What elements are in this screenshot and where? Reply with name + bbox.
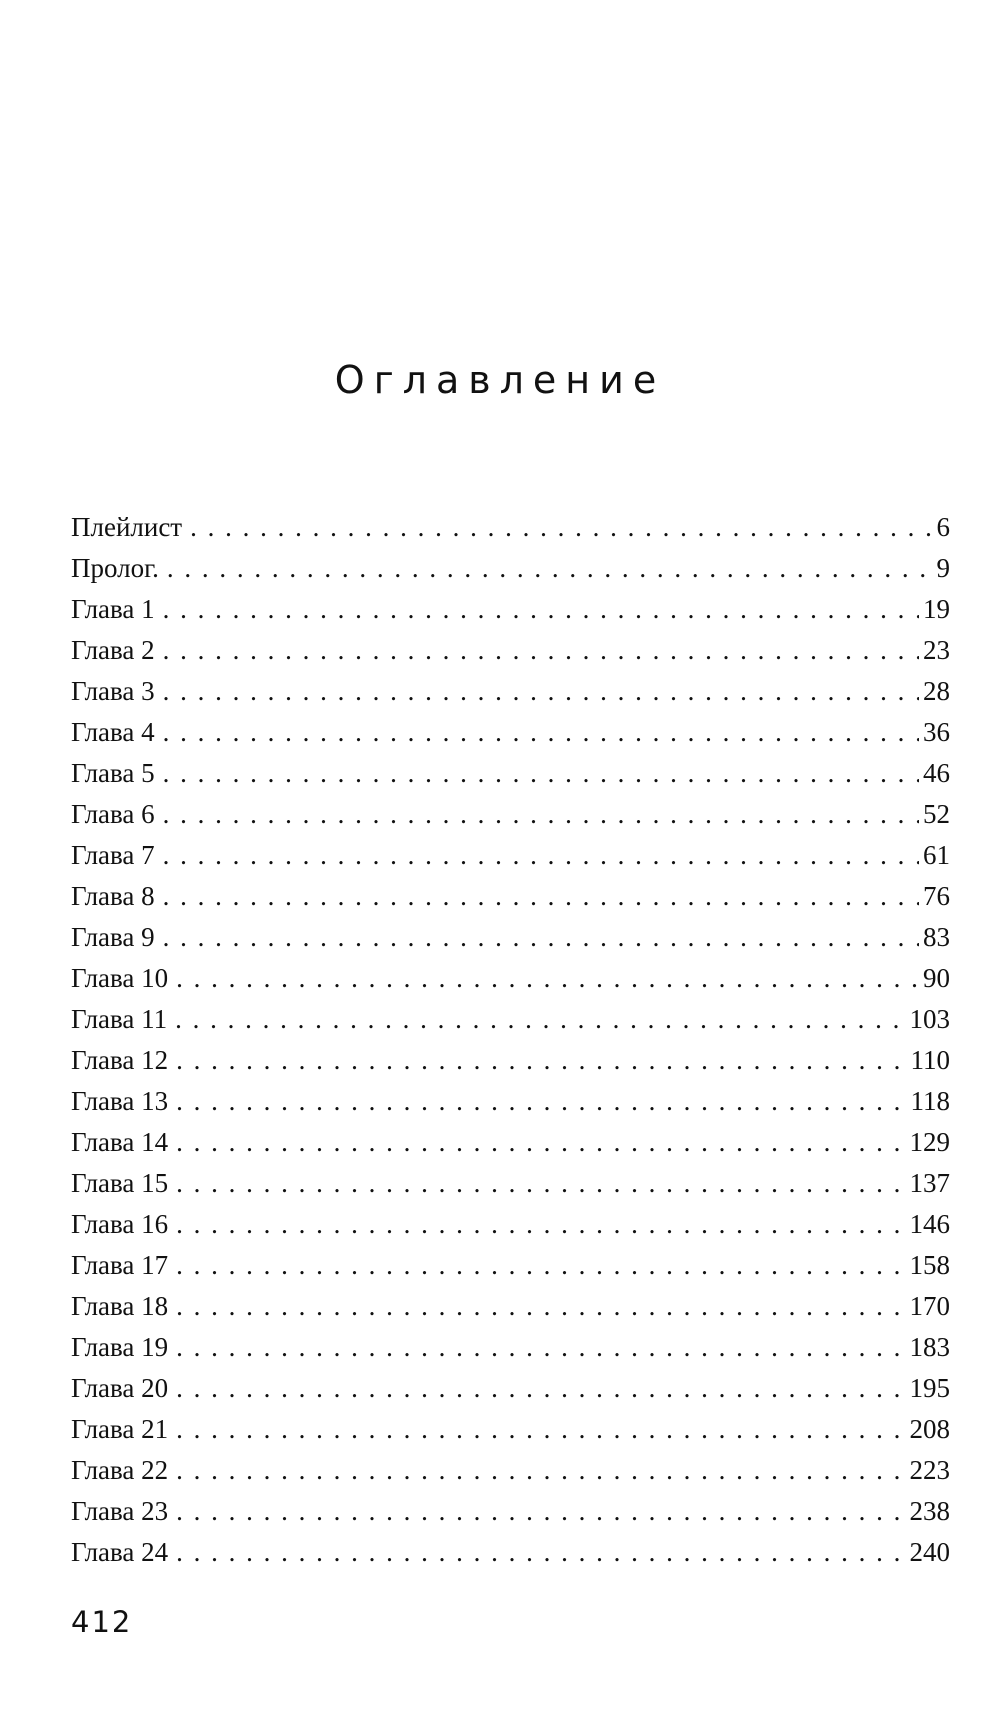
toc-entry-label: Глава 22 bbox=[71, 1455, 169, 1485]
toc-entry bbox=[71, 963, 950, 1004]
dot-leader bbox=[176, 1168, 905, 1199]
dot-leader bbox=[163, 676, 919, 707]
dot-leader bbox=[176, 1250, 905, 1281]
dot-leader bbox=[167, 553, 933, 584]
dot-leader bbox=[163, 881, 919, 912]
toc-entry-label: Глава 5 bbox=[71, 758, 155, 788]
toc-entry-page: 240 bbox=[909, 1537, 950, 1567]
toc-entry-page: 28 bbox=[923, 676, 950, 706]
dot-leader bbox=[163, 758, 919, 789]
toc-entry-label: Глава 24 bbox=[71, 1537, 169, 1567]
dot-leader bbox=[176, 1045, 906, 1076]
toc-entry bbox=[71, 840, 950, 881]
toc-entry-page: 83 bbox=[923, 922, 950, 952]
dot-leader bbox=[163, 840, 919, 871]
dot-leader bbox=[175, 1004, 905, 1035]
toc-entry-label: Глава 3 bbox=[71, 676, 155, 706]
dot-leader bbox=[176, 1127, 905, 1158]
toc-entry bbox=[71, 1332, 950, 1373]
toc-entry-label: Глава 21 bbox=[71, 1414, 169, 1444]
toc-entry bbox=[71, 1496, 950, 1537]
toc-entry bbox=[71, 676, 950, 717]
toc-entry-label: Глава 18 bbox=[71, 1291, 169, 1321]
dot-leader bbox=[176, 1086, 906, 1117]
toc-entry-label: Глава 9 bbox=[71, 922, 155, 952]
toc-entry-page: 76 bbox=[923, 881, 950, 911]
toc-entry-page: 223 bbox=[909, 1455, 950, 1485]
toc-entry-label: Глава 2 bbox=[71, 635, 155, 665]
toc-entry-page: 6 bbox=[936, 512, 950, 542]
toc-entry-page: 183 bbox=[909, 1332, 950, 1362]
dot-leader bbox=[190, 512, 932, 543]
toc-entry-page: 23 bbox=[923, 635, 950, 665]
dot-leader bbox=[176, 963, 919, 994]
toc-entry-page: 146 bbox=[909, 1209, 950, 1239]
page-number: 412 bbox=[71, 1605, 133, 1639]
dot-leader bbox=[176, 1414, 905, 1445]
toc-entry-label: Глава 16 bbox=[71, 1209, 169, 1239]
toc-entry-label: Глава 6 bbox=[71, 799, 155, 829]
toc-entry-label: Глава 14 bbox=[71, 1127, 169, 1157]
toc-entry bbox=[71, 1250, 950, 1291]
dot-leader bbox=[163, 717, 919, 748]
toc-entry-label: Глава 13 bbox=[71, 1086, 169, 1116]
dot-leader bbox=[163, 799, 919, 830]
toc-entry-page: 61 bbox=[923, 840, 950, 870]
toc-entry bbox=[71, 1004, 950, 1045]
toc-entry-label: Плейлист bbox=[71, 512, 183, 542]
toc-entry-page: 170 bbox=[909, 1291, 950, 1321]
toc-entry bbox=[71, 717, 950, 758]
toc-entry bbox=[71, 594, 950, 635]
toc-entry-label: Глава 10 bbox=[71, 963, 169, 993]
toc-entry bbox=[71, 922, 950, 963]
dot-leader bbox=[163, 594, 919, 625]
dot-leader bbox=[176, 1209, 905, 1240]
toc-entry bbox=[71, 1045, 950, 1086]
toc-entry bbox=[71, 553, 950, 594]
dot-leader bbox=[176, 1455, 905, 1486]
toc-entry bbox=[71, 1373, 950, 1414]
toc-entry bbox=[71, 1127, 950, 1168]
toc-entry bbox=[71, 758, 950, 799]
toc-entry bbox=[71, 635, 950, 676]
dot-leader bbox=[176, 1373, 905, 1404]
dot-leader bbox=[176, 1537, 905, 1568]
toc-entry-page: 195 bbox=[909, 1373, 950, 1403]
toc-entry bbox=[71, 1086, 950, 1127]
toc-entry-label: Глава 23 bbox=[71, 1496, 169, 1526]
toc-entry-page: 9 bbox=[936, 553, 950, 583]
toc-entry-page: 238 bbox=[909, 1496, 950, 1526]
toc-entry-page: 129 bbox=[909, 1127, 950, 1157]
toc-entry-label: Глава 19 bbox=[71, 1332, 169, 1362]
dot-leader bbox=[163, 922, 919, 953]
dot-leader bbox=[176, 1291, 905, 1322]
toc-entry-label: Глава 7 bbox=[71, 840, 155, 870]
dot-leader bbox=[176, 1332, 905, 1363]
toc-entry-page: 118 bbox=[910, 1086, 950, 1116]
toc-entry-page: 90 bbox=[923, 963, 950, 993]
toc-entry-label: Глава 15 bbox=[71, 1168, 169, 1198]
toc-entry bbox=[71, 1537, 950, 1578]
toc-entry bbox=[71, 1209, 950, 1250]
toc-entry-label: Глава 8 bbox=[71, 881, 155, 911]
toc-entry bbox=[71, 1291, 950, 1332]
toc-entry-page: 52 bbox=[923, 799, 950, 829]
toc-entry-page: 19 bbox=[923, 594, 950, 624]
toc-entry-page: 208 bbox=[909, 1414, 950, 1444]
toc-entry-label: Глава 17 bbox=[71, 1250, 169, 1280]
toc-entry bbox=[71, 1414, 950, 1455]
toc-entry-page: 46 bbox=[923, 758, 950, 788]
toc-entry-page: 110 bbox=[910, 1045, 950, 1075]
toc-entry-label: Глава 4 bbox=[71, 717, 155, 747]
toc-entry-label: Пролог. bbox=[71, 553, 159, 583]
toc-entry-label: Глава 20 bbox=[71, 1373, 169, 1403]
toc-entry-label: Глава 11 bbox=[71, 1004, 168, 1034]
toc-entry bbox=[71, 799, 950, 840]
table-of-contents bbox=[71, 512, 950, 1578]
dot-leader bbox=[176, 1496, 905, 1527]
toc-entry-label: Глава 12 bbox=[71, 1045, 169, 1075]
toc-entry bbox=[71, 1455, 950, 1496]
toc-entry-page: 103 bbox=[909, 1004, 950, 1034]
page-title: Оглавление bbox=[334, 358, 666, 402]
toc-entry-page: 137 bbox=[909, 1168, 950, 1198]
toc-entry-page: 158 bbox=[909, 1250, 950, 1280]
dot-leader bbox=[163, 635, 919, 666]
toc-entry-page: 36 bbox=[923, 717, 950, 747]
toc-entry bbox=[71, 881, 950, 922]
toc-entry-label: Глава 1 bbox=[71, 594, 155, 624]
toc-entry bbox=[71, 1168, 950, 1209]
toc-entry bbox=[71, 512, 950, 553]
